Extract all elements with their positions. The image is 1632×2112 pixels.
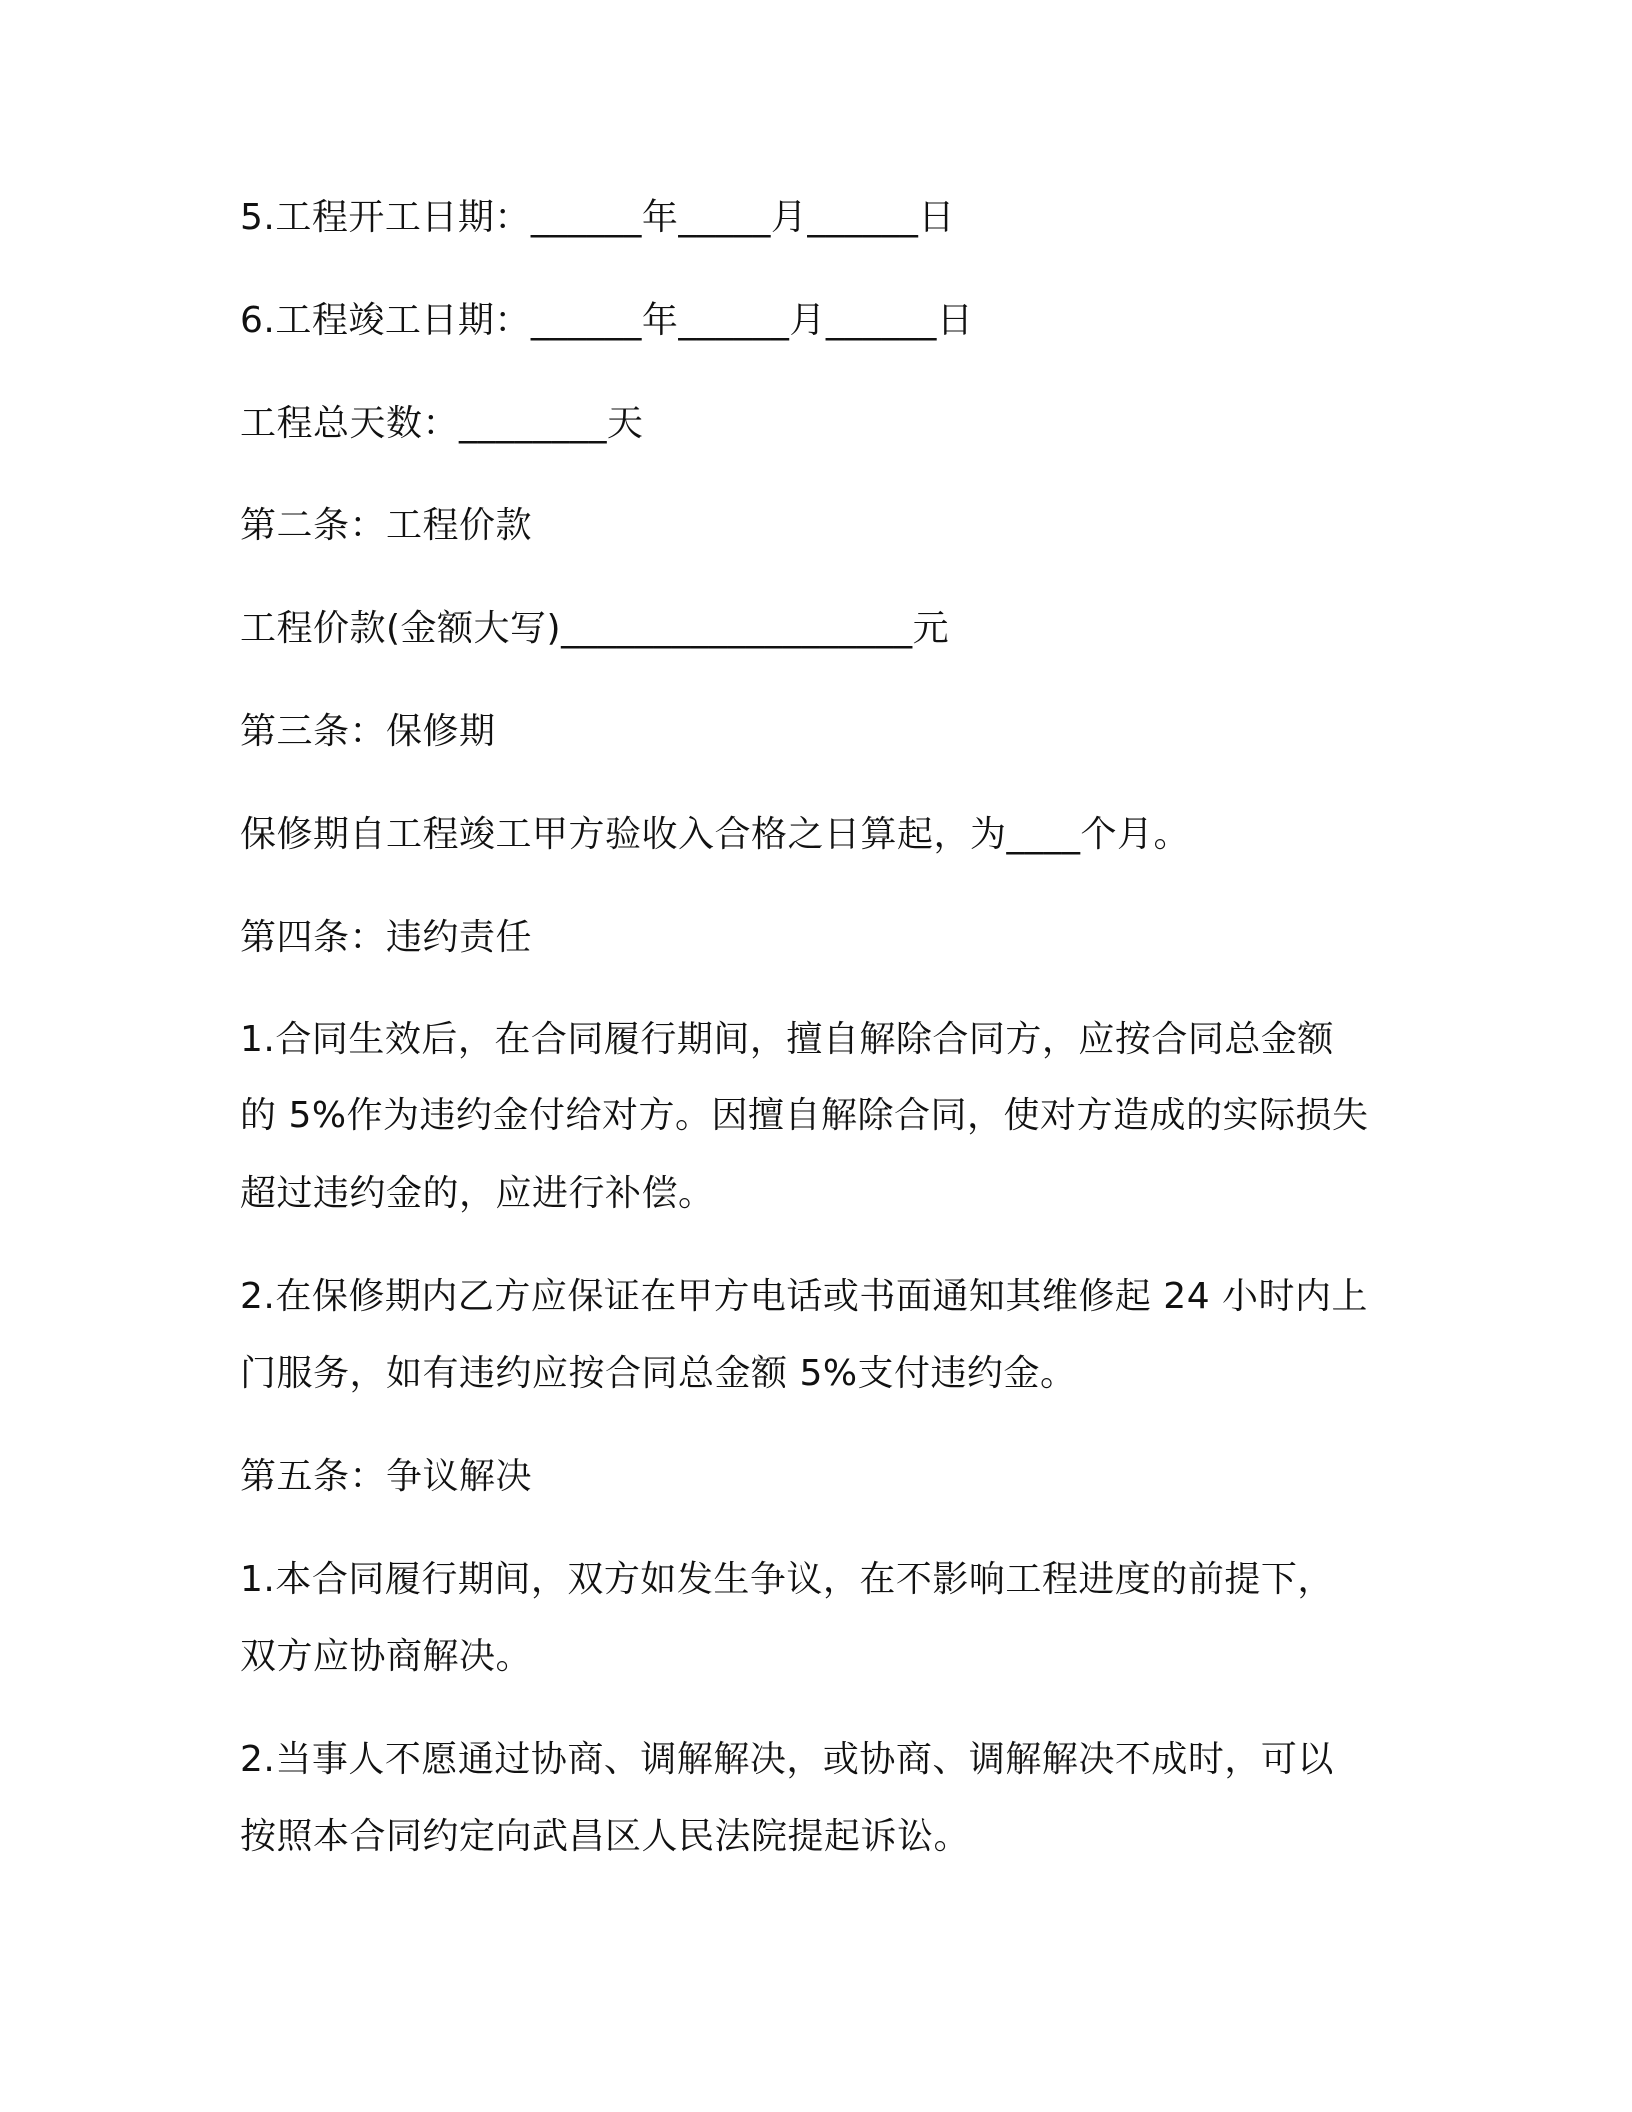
- article-3-heading: 第三条：保修期: [240, 711, 496, 752]
- breach-clause-1-line-2: 的 5%作为违约金付给对方。因擅自解除合同，使对方造成的实际损失: [240, 1095, 1369, 1136]
- start-date-line: 5.工程开工日期：______年_____月______日: [240, 197, 955, 238]
- breach-clause-1-line-1: 1.合同生效后，在合同履行期间，擅自解除合同方，应按合同总金额: [240, 1019, 1334, 1060]
- dispute-clause-1-line-1: 1.本合同履行期间，双方如发生争议，在不影响工程进度的前提下，: [240, 1559, 1334, 1600]
- dispute-clause-2-line-2: 按照本合同约定向武昌区人民法院提起诉讼。: [240, 1816, 971, 1857]
- article-2-heading: 第二条：工程价款: [240, 505, 533, 546]
- completion-date-line: 6.工程竣工日期：______年______月______日: [240, 300, 974, 341]
- breach-clause-2-line-1: 2.在保修期内乙方应保证在甲方电话或书面通知其维修起 24 小时内上: [240, 1276, 1369, 1317]
- warranty-period-line: 保修期自工程竣工甲方验收入合格之日算起，为____个月。: [240, 814, 1191, 855]
- dispute-clause-2-line-1: 2.当事人不愿通过协商、调解解决，或协商、调解解决不成时，可以: [240, 1739, 1334, 1780]
- breach-clause-1-line-3: 超过违约金的，应进行补偿。: [240, 1173, 715, 1214]
- article-4-heading: 第四条：违约责任: [240, 917, 533, 958]
- contract-price-line: 工程价款(金额大写)___________________元: [240, 608, 950, 649]
- total-days-line: 工程总天数：________天: [240, 403, 644, 444]
- article-5-heading: 第五条：争议解决: [240, 1456, 533, 1497]
- dispute-clause-1-line-2: 双方应协商解决。: [240, 1636, 533, 1677]
- breach-clause-2-line-2: 门服务，如有违约应按合同总金额 5%支付违约金。: [240, 1353, 1077, 1394]
